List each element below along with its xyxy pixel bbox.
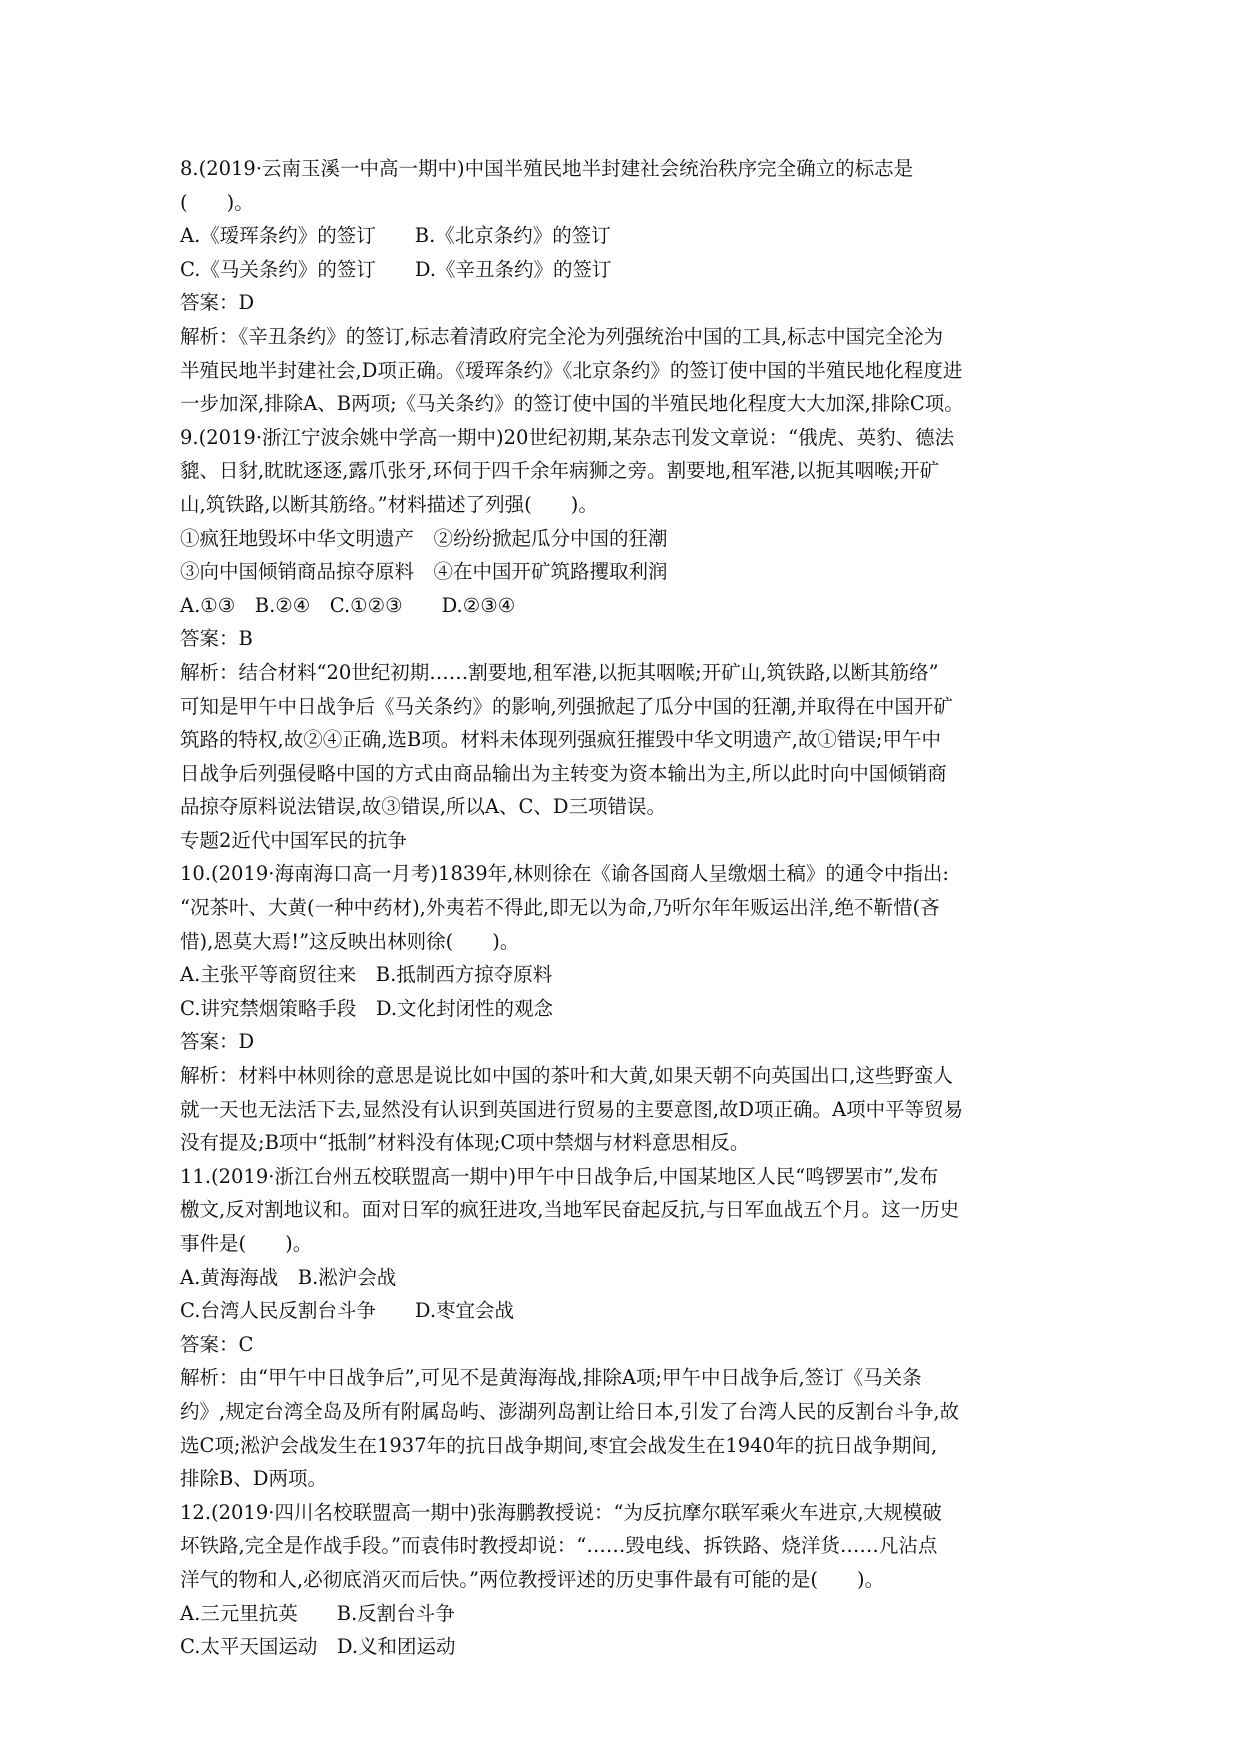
text-line: ③向中国倾销商品掠夺原料 ④在中国开矿筑路攫取利润 bbox=[180, 560, 668, 584]
text-line: 12.(2019·四川名校联盟高一期中)张海鹏教授说：“为反抗摩尔联军乘火车进京,大规模破 bbox=[180, 1500, 942, 1524]
text-line: 半殖民地半封建社会,D项正确。《瑷珲条约》《北京条约》的签订使中国的半殖民地化程度进 bbox=[180, 358, 963, 382]
text-line: 11.(2019·浙江台州五校联盟高一期中)甲午中日战争后,中国某地区人民“鸣锣罢市”,发布 bbox=[180, 1164, 939, 1188]
text-line: 答案：D bbox=[180, 291, 255, 315]
text-line: C.讲究禁烟策略手段 D.文化封闭性的观念 bbox=[180, 996, 554, 1020]
text-line: 事件是( )。 bbox=[180, 1232, 313, 1255]
text-line: 檄文,反对割地议和。面对日军的疯狂进攻,当地军民奋起反抗,与日军血战五个月。这一历史 bbox=[180, 1198, 960, 1222]
text-line: 10.(2019·海南海口高一月考)1839年,林则徐在《谕各国商人呈缴烟土稿》的通令中指出: bbox=[180, 862, 949, 886]
text-line: “况茶叶、大黄(一种中药材),外夷若不得此,即无以为命,乃听尔年年贩运出洋,绝不靳惜(吝 bbox=[180, 896, 940, 920]
text-line: C.太平天国运动 D.义和团运动 bbox=[180, 1635, 456, 1659]
text-line: ①疯狂地毁坏中华文明遗产 ②纷纷掀起瓜分中国的狂潮 bbox=[180, 526, 668, 550]
document-body bbox=[180, 152, 1080, 1664]
text-line: ( )。 bbox=[180, 190, 254, 214]
text-line: A.三元里抗英 B.反割台斗争 bbox=[180, 1601, 455, 1625]
text-line: A.黄海海战 B.淞沪会战 bbox=[180, 1265, 397, 1289]
text-line: 解析：结合材料“20世纪初期……割要地,租军港,以扼其咽喉;开矿山,筑铁路,以断其筋络” bbox=[180, 660, 939, 684]
text-line: 没有提及;B项中“抵制”材料没有体现;C项中禁烟与材料意思相反。 bbox=[180, 1131, 750, 1155]
text-line: A.主张平等商贸往来 B.抵制西方掠夺原料 bbox=[180, 963, 553, 987]
text-line: C.《马关条约》的签订 D.《辛丑条约》的签订 bbox=[180, 257, 612, 281]
text-line: 貔、日豺,眈眈逐逐,露爪张牙,环伺于四千余年病狮之旁。割要地,租军港,以扼其咽喉;开矿 bbox=[180, 459, 940, 483]
text-line: 约》,规定台湾全岛及所有附属岛屿、澎湖列岛割让给日本,引发了台湾人民的反割台斗争,故 bbox=[180, 1399, 960, 1423]
text-line: 排除B、D两项。 bbox=[180, 1467, 327, 1491]
text-line: 日战争后列强侵略中国的方式由商品输出为主转变为资本输出为主,所以此时向中国倾销商 bbox=[180, 761, 947, 785]
text-line: 专题2近代中国军民的抗争 bbox=[180, 828, 407, 852]
text-line: 筑路的特权,故②④正确,选B项。材料未体现列强疯狂摧毁中华文明遗产,故①错误;甲午中 bbox=[180, 728, 941, 752]
text-line: 答案：D bbox=[180, 1030, 255, 1054]
text-line: 答案：C bbox=[180, 1332, 254, 1356]
text-line: A.①③ B.②④ C.①②③ D.②③④ bbox=[180, 593, 516, 617]
text-line: 品掠夺原料说法错误,故③错误,所以A、C、D三项错误。 bbox=[180, 795, 667, 819]
text-line: 可知是甲午中日战争后《马关条约》的影响,列强掀起了瓜分中国的狂潮,并取得在中国开矿 bbox=[180, 694, 953, 718]
text-line: 9.(2019·浙江宁波余姚中学高一期中)20世纪初期,某杂志刊发文章说：“俄虎、英豹、德法 bbox=[180, 425, 955, 449]
text-line: 山,筑铁路,以断其筋络。”材料描述了列强( )。 bbox=[180, 492, 598, 516]
text-line: 解析：《辛丑条约》的签订,标志着清政府完全沦为列强统治中国的工具,标志中国完全沦为 bbox=[180, 324, 944, 348]
text-line: 洋气的物和人,必彻底消灭而后快。”两位教授评述的历史事件最有可能的是( )。 bbox=[180, 1567, 885, 1591]
text-line: 就一天也无法活下去,显然没有认识到英国进行贸易的主要意图,故D项正确。A项中平等贸易 bbox=[180, 1097, 964, 1121]
text-line: 答案：B bbox=[180, 627, 253, 651]
text-line: 一步加深,排除A、B两项;《马关条约》的签订使中国的半殖民地化程度大大加深,排除C项。 bbox=[180, 392, 964, 416]
text-line: 坏铁路,完全是作战手段。”而袁伟时教授却说：“……毁电线、拆铁路、烧洋货……凡沾点 bbox=[180, 1534, 938, 1558]
text-line: 解析：材料中林则徐的意思是说比如中国的茶叶和大黄,如果天朝不向英国出口,这些野蛮人 bbox=[180, 1064, 953, 1088]
text-line: 8.(2019·云南玉溪一中高一期中)中国半殖民地半封建社会统治秩序完全确立的标志是 bbox=[180, 157, 914, 180]
text-line: 选C项;淞沪会战发生在1937年的抗日战争期间,枣宜会战发生在1940年的抗日战争期间, bbox=[180, 1433, 938, 1457]
text-line: A.《瑷珲条约》的签订 B.《北京条约》的签订 bbox=[180, 224, 611, 248]
text-line: 解析：由“甲午中日战争后”,可见不是黄海海战,排除A项;甲午中日战争后,签订《马关条 bbox=[180, 1366, 922, 1390]
text-line: C.台湾人民反割台斗争 D.枣宜会战 bbox=[180, 1299, 515, 1323]
text-line: 惜),恩莫大焉!”这反映出林则徐( )。 bbox=[180, 929, 520, 953]
